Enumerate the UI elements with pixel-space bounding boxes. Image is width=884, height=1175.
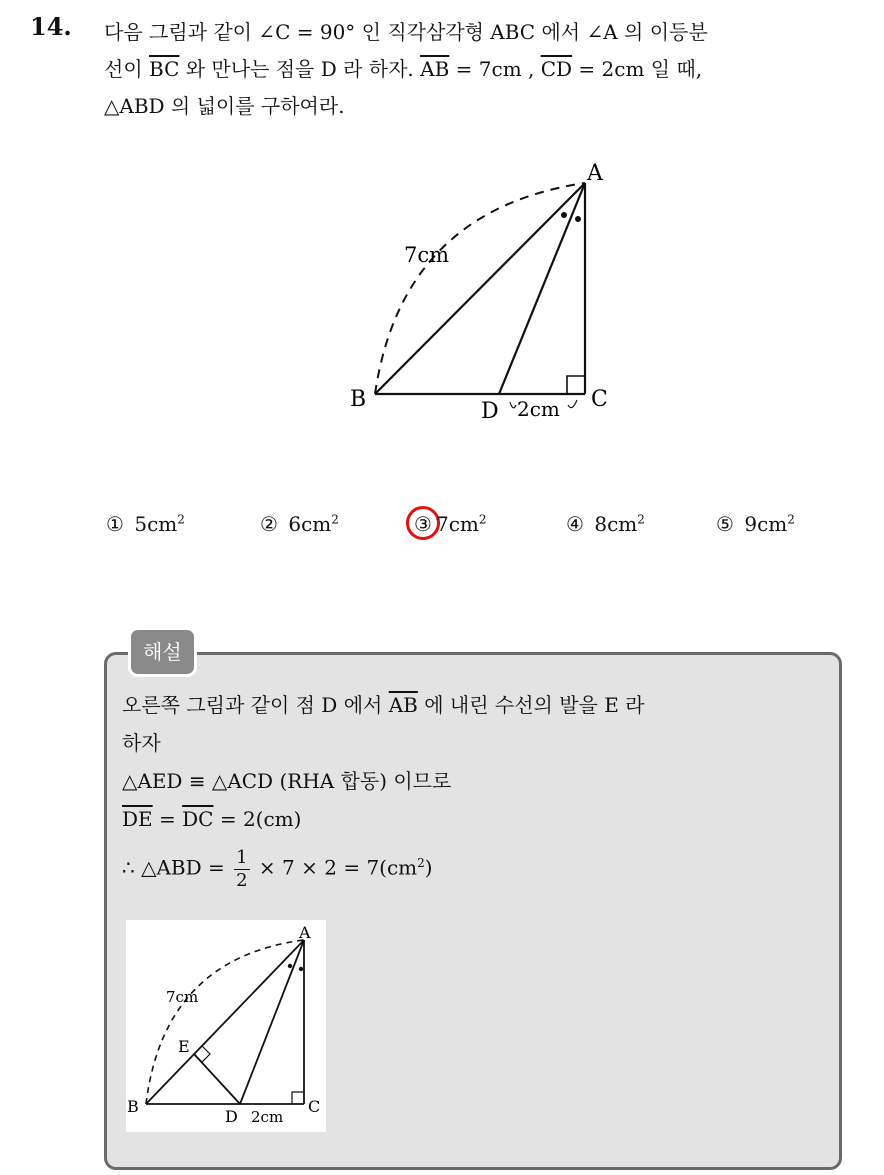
label-a: A xyxy=(587,161,603,186)
choice-3[interactable] xyxy=(414,512,487,536)
choice-mark: ⑤ xyxy=(716,512,734,536)
bisector-ad xyxy=(240,940,304,1104)
choice-text: 9cm xyxy=(744,512,788,536)
q-text-part: = 7cm , xyxy=(449,57,541,81)
segment-ab: $\overline{AB}$ xyxy=(388,693,418,717)
sol-text-part: 에 내린 수선의 발을 E 라 xyxy=(417,693,645,717)
choice-mark: ② xyxy=(260,512,278,536)
choice-sup: 2 xyxy=(331,512,339,527)
choice-1[interactable] xyxy=(106,512,185,536)
sol-text-part: × 7 × 2 = 7(cm xyxy=(252,855,418,880)
sol-text-part: 오른쪽 그림과 같이 점 D 에서 xyxy=(122,693,389,717)
solution-line-5 xyxy=(122,844,822,892)
side-ab xyxy=(375,183,585,394)
solution-line-2: 하자 xyxy=(122,731,161,755)
answer-choices xyxy=(104,512,824,552)
angle-dot xyxy=(575,216,581,222)
sol-text-part: = xyxy=(152,807,183,831)
label-d: D xyxy=(225,1107,238,1126)
segment-cd: $\overline{CD}$ xyxy=(540,57,573,81)
segment-bc: $\overline{BC}$ xyxy=(149,57,180,81)
length-ab: 7cm xyxy=(166,988,199,1006)
label-c: C xyxy=(591,387,608,412)
choice-5[interactable] xyxy=(716,512,795,536)
solution-line-3: △AED ≡ △ACD (RHA 합동) 이므로 xyxy=(122,769,452,793)
right-angle-mark xyxy=(567,376,585,394)
label-d: D xyxy=(481,399,499,424)
length-cd: 2cm xyxy=(517,397,560,421)
choice-2[interactable] xyxy=(260,512,339,536)
solution-text xyxy=(122,686,822,892)
right-angle-mark xyxy=(292,1092,304,1104)
fraction-one-half xyxy=(234,847,249,892)
question-line-3: △ABD 의 넓이를 구하여라. xyxy=(104,94,345,118)
solution-line-1 xyxy=(122,686,822,724)
fraction-numerator: 1 xyxy=(236,846,248,868)
label-a: A xyxy=(299,923,311,942)
angle-dot xyxy=(561,212,567,218)
length-cd: 2cm xyxy=(251,1108,284,1126)
angle-dot xyxy=(288,964,292,968)
q-text-part: 와 만나는 점을 D 라 하자. xyxy=(179,57,421,81)
q-text-part: = 2cm 일 때, xyxy=(572,57,703,81)
question-line-2 xyxy=(104,51,864,88)
choice-text: 8cm xyxy=(594,512,638,536)
length-tick xyxy=(510,402,516,408)
choice-mark: ④ xyxy=(566,512,584,536)
sol-text-part: = 2(cm) xyxy=(213,807,302,831)
choice-mark: ③ xyxy=(414,512,432,536)
label-b: B xyxy=(350,387,367,412)
choice-4[interactable] xyxy=(566,512,645,536)
choice-text: 6cm xyxy=(288,512,332,536)
segment-de: $\overline{DE}$ xyxy=(122,807,153,831)
choice-text: 5cm xyxy=(134,512,178,536)
solution-line-4 xyxy=(122,800,822,838)
triangle-figure xyxy=(340,150,630,440)
angle-dot xyxy=(299,967,303,971)
sol-text-part: ) xyxy=(424,855,433,880)
question-number: 14. xyxy=(30,12,72,41)
segment-dc: $\overline{DC}$ xyxy=(182,807,214,831)
label-c: C xyxy=(308,1097,321,1116)
choice-sup: 2 xyxy=(637,512,645,527)
choice-text: 7cm xyxy=(436,512,479,536)
fraction-denominator: 2 xyxy=(236,869,248,891)
right-angle-mark xyxy=(194,1046,210,1062)
choice-sup: 2 xyxy=(478,512,487,527)
length-ab: 7cm xyxy=(404,243,450,267)
label-e: E xyxy=(178,1037,190,1056)
side-ab xyxy=(146,940,304,1104)
choice-mark: ① xyxy=(106,512,124,536)
q-text-part: 선이 xyxy=(104,57,149,81)
solution-tag: 해설 xyxy=(128,627,197,677)
solution-figure xyxy=(126,920,326,1132)
question-text xyxy=(104,14,864,125)
sol-sup: 2 xyxy=(417,856,425,870)
length-tick xyxy=(568,400,577,408)
segment-ab: $\overline{AB}$ xyxy=(420,57,450,81)
choice-sup: 2 xyxy=(787,512,795,527)
bisector-ad xyxy=(499,183,585,394)
choice-sup: 2 xyxy=(177,512,185,527)
label-b: B xyxy=(127,1097,139,1116)
sol-text-part: ∴ △ABD = xyxy=(122,855,232,880)
question-line-1: 다음 그림과 같이 ∠C = 90° 인 직각삼각형 ABC 에서 ∠A 의 이등분 xyxy=(104,20,708,44)
